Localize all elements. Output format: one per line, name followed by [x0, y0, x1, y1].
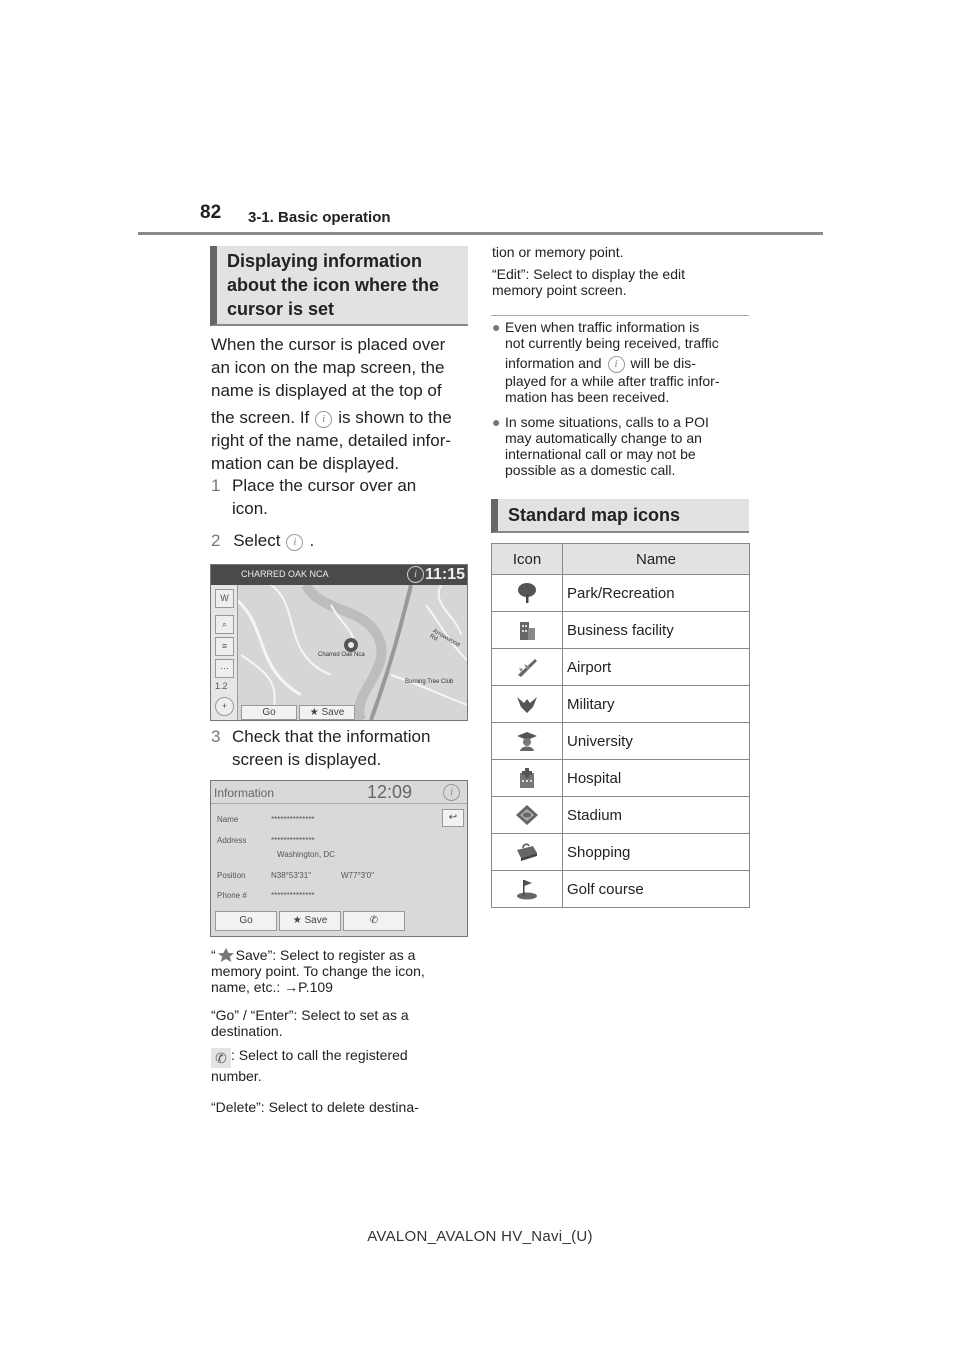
compass-button[interactable]: W: [215, 589, 234, 608]
intro-text: the screen. If: [211, 408, 310, 427]
heading-displaying-information: [210, 246, 468, 326]
map-title-bar: [211, 565, 467, 585]
step-2-tail: .: [309, 531, 315, 550]
star-icon: [216, 948, 236, 962]
table-row: [492, 686, 750, 723]
table-row: [492, 649, 750, 686]
info-icon[interactable]: i: [407, 566, 424, 583]
icon-cell: [492, 797, 563, 834]
icon-cell: [492, 649, 563, 686]
save-button[interactable]: ★ Save: [279, 911, 341, 931]
icon-name: Hospital: [563, 760, 750, 797]
bullet-icon: ●: [492, 319, 501, 335]
step-1-text: [232, 474, 416, 520]
note-line: In some situations, calls to a POI: [505, 414, 709, 430]
table-row: [492, 834, 750, 871]
save-button[interactable]: ★ Save: [299, 705, 355, 720]
club-label: Burning Tree Club: [405, 679, 454, 685]
golf-course-icon: [515, 878, 539, 900]
step-line: Check that the information: [232, 727, 431, 746]
row-value: W77°3'0": [341, 871, 374, 880]
note-line: played for a while after traffic infor-: [505, 373, 720, 389]
row-value: Washington, DC: [277, 850, 335, 859]
search-button[interactable]: ⌕: [215, 615, 234, 634]
step-line: icon.: [232, 499, 268, 518]
delete-note: [211, 1099, 473, 1115]
intro-line: an icon on the map screen, the: [211, 358, 445, 377]
step-number: 2: [211, 531, 221, 550]
zoom-in-button[interactable]: +: [215, 697, 234, 716]
info-title: Information: [214, 786, 275, 800]
step-3-text: [232, 725, 430, 771]
bullet-poi-calls: [492, 414, 754, 478]
map-screenshot: [210, 564, 468, 721]
call-button[interactable]: ✆: [343, 911, 405, 931]
icon-name: Military: [563, 686, 750, 723]
business-facility-icon: [515, 619, 539, 641]
go-button[interactable]: Go: [215, 911, 277, 931]
table-row: [492, 797, 750, 834]
note-line: mation has been received.: [505, 389, 670, 405]
separator: [491, 315, 749, 316]
icon-name: Shopping: [563, 834, 750, 871]
intro-line: mation can be displayed.: [211, 454, 400, 473]
info-icon: i: [608, 356, 625, 373]
heading-standard-map-icons: [491, 499, 749, 533]
icon-cell: [492, 871, 563, 908]
icon-name: Stadium: [563, 797, 750, 834]
stadium-icon: [515, 804, 539, 826]
row-label: Position: [217, 871, 246, 880]
note-line: “Go” / “Enter”: Select to set as a: [211, 1007, 409, 1023]
info-icon: i: [315, 411, 332, 428]
info-icon: i: [286, 534, 303, 551]
note-line: destination.: [211, 1023, 283, 1039]
note-line: [211, 1047, 473, 1068]
step-3: [211, 725, 473, 769]
heading-line: about the icon where the: [227, 275, 440, 295]
icon-name: Golf course: [563, 871, 750, 908]
column-header: Name: [563, 544, 750, 575]
note-text: information and: [505, 355, 602, 371]
save-note: [211, 947, 473, 995]
route-button[interactable]: ⋯: [215, 659, 234, 678]
airport-icon: [515, 656, 539, 678]
scale-label: 1.2: [215, 681, 228, 691]
note-line: may automatically change to an: [505, 430, 702, 446]
hospital-icon: [515, 767, 539, 789]
note-line: [505, 355, 754, 373]
information-screenshot: [210, 780, 468, 937]
save-label: Save: [304, 915, 328, 926]
go-note: [211, 1007, 473, 1039]
note-line: number.: [211, 1068, 262, 1084]
road-label: Arrowwood Rd: [428, 628, 461, 649]
step-2: [211, 529, 473, 552]
row-value: **************: [271, 836, 315, 845]
bullet-traffic: [492, 319, 754, 405]
row-value: N38°53'31": [271, 871, 312, 880]
step-2-text: Select: [233, 531, 281, 550]
page-number: 82: [200, 202, 222, 223]
note-line: name, etc.: →P.109: [211, 979, 333, 995]
column-header: Icon: [492, 544, 563, 575]
divider: [211, 803, 467, 804]
table-row: [492, 612, 750, 649]
icon-cell: [492, 723, 563, 760]
intro-line: [211, 406, 473, 429]
info-icon: i: [443, 784, 460, 801]
university-icon: [515, 730, 539, 752]
note-line: “Edit”: Select to display the edit: [492, 266, 685, 282]
note-line: international call or may not be: [505, 446, 696, 462]
military-icon: [515, 693, 539, 715]
continued-note: [492, 244, 754, 260]
step-1: [211, 474, 473, 518]
footer-model: AVALON_AVALON HV_Navi_(U): [367, 1228, 593, 1245]
row-label: Phone #: [217, 891, 247, 900]
intro-line: When the cursor is placed over: [211, 335, 446, 354]
table-row: [492, 575, 750, 612]
note-text: Save”: Select to register as a: [235, 947, 416, 963]
note-text: will be dis-: [630, 355, 696, 371]
icon-name: Business facility: [563, 612, 750, 649]
map-sidebar: [211, 585, 238, 720]
note-line: not currently being received, traffic: [505, 335, 719, 351]
icon-cell: [492, 760, 563, 797]
map-time: 11:15: [425, 566, 466, 583]
table-row: [492, 871, 750, 908]
note-line: Even when traffic information is: [505, 319, 700, 335]
note-line: memory point. To change the icon,: [211, 963, 425, 979]
note-line: memory point screen.: [492, 282, 627, 298]
row-value: **************: [271, 815, 315, 824]
call-note: [211, 1047, 473, 1084]
row-label: Name: [217, 815, 239, 824]
step-number: 3: [211, 727, 221, 746]
icon-cell: [492, 575, 563, 612]
go-button[interactable]: Go: [241, 705, 297, 720]
menu-button[interactable]: ≡: [215, 637, 234, 656]
bullet-icon: ●: [492, 414, 501, 430]
save-label: Save: [321, 707, 345, 718]
note-line: [211, 947, 473, 963]
info-time: 12:09: [367, 782, 413, 802]
note-line: “Delete”: Select to delete destina-: [211, 1099, 419, 1115]
map-icons-table: [491, 543, 750, 908]
step-line: Place the cursor over an: [232, 476, 417, 495]
edit-note: [492, 266, 754, 298]
table-header-row: [492, 544, 750, 575]
table-row: [492, 760, 750, 797]
icon-name: Airport: [563, 649, 750, 686]
intro-line: right of the name, detailed infor-: [211, 431, 452, 450]
icon-cell: [492, 686, 563, 723]
step-line: screen is displayed.: [232, 750, 382, 769]
icon-name: University: [563, 723, 750, 760]
heading-line: Displaying information: [227, 251, 423, 271]
row-value: **************: [271, 891, 315, 900]
phone-icon: ✆: [211, 1048, 231, 1068]
row-label: Address: [217, 836, 247, 845]
heading-text: Standard map icons: [508, 505, 681, 525]
icon-name: Park/Recreation: [563, 575, 750, 612]
section-title: 3-1. Basic operation: [248, 209, 391, 226]
note-line: tion or memory point.: [492, 244, 624, 260]
icon-cell: [492, 834, 563, 871]
map-title: CHARRED OAK NCA: [241, 569, 329, 579]
intro-text: is shown to the: [338, 408, 452, 427]
note-line: possible as a domestic call.: [505, 462, 676, 478]
note-text: “: [211, 947, 216, 963]
poi-label: Charred Oak Nca: [318, 652, 365, 658]
step-number: 1: [211, 476, 221, 495]
header-rule: [138, 232, 823, 235]
icon-cell: [492, 612, 563, 649]
table-row: [492, 723, 750, 760]
back-button[interactable]: ↩: [442, 809, 464, 827]
note-text: : Select to call the registered: [231, 1047, 408, 1063]
intro-line: name is displayed at the top of: [211, 381, 442, 400]
intro-paragraph: [211, 333, 473, 475]
shopping-icon: [515, 841, 539, 863]
map-roads: [211, 565, 467, 720]
park-recreation-icon: [515, 582, 539, 604]
heading-line: cursor is set: [227, 299, 335, 319]
